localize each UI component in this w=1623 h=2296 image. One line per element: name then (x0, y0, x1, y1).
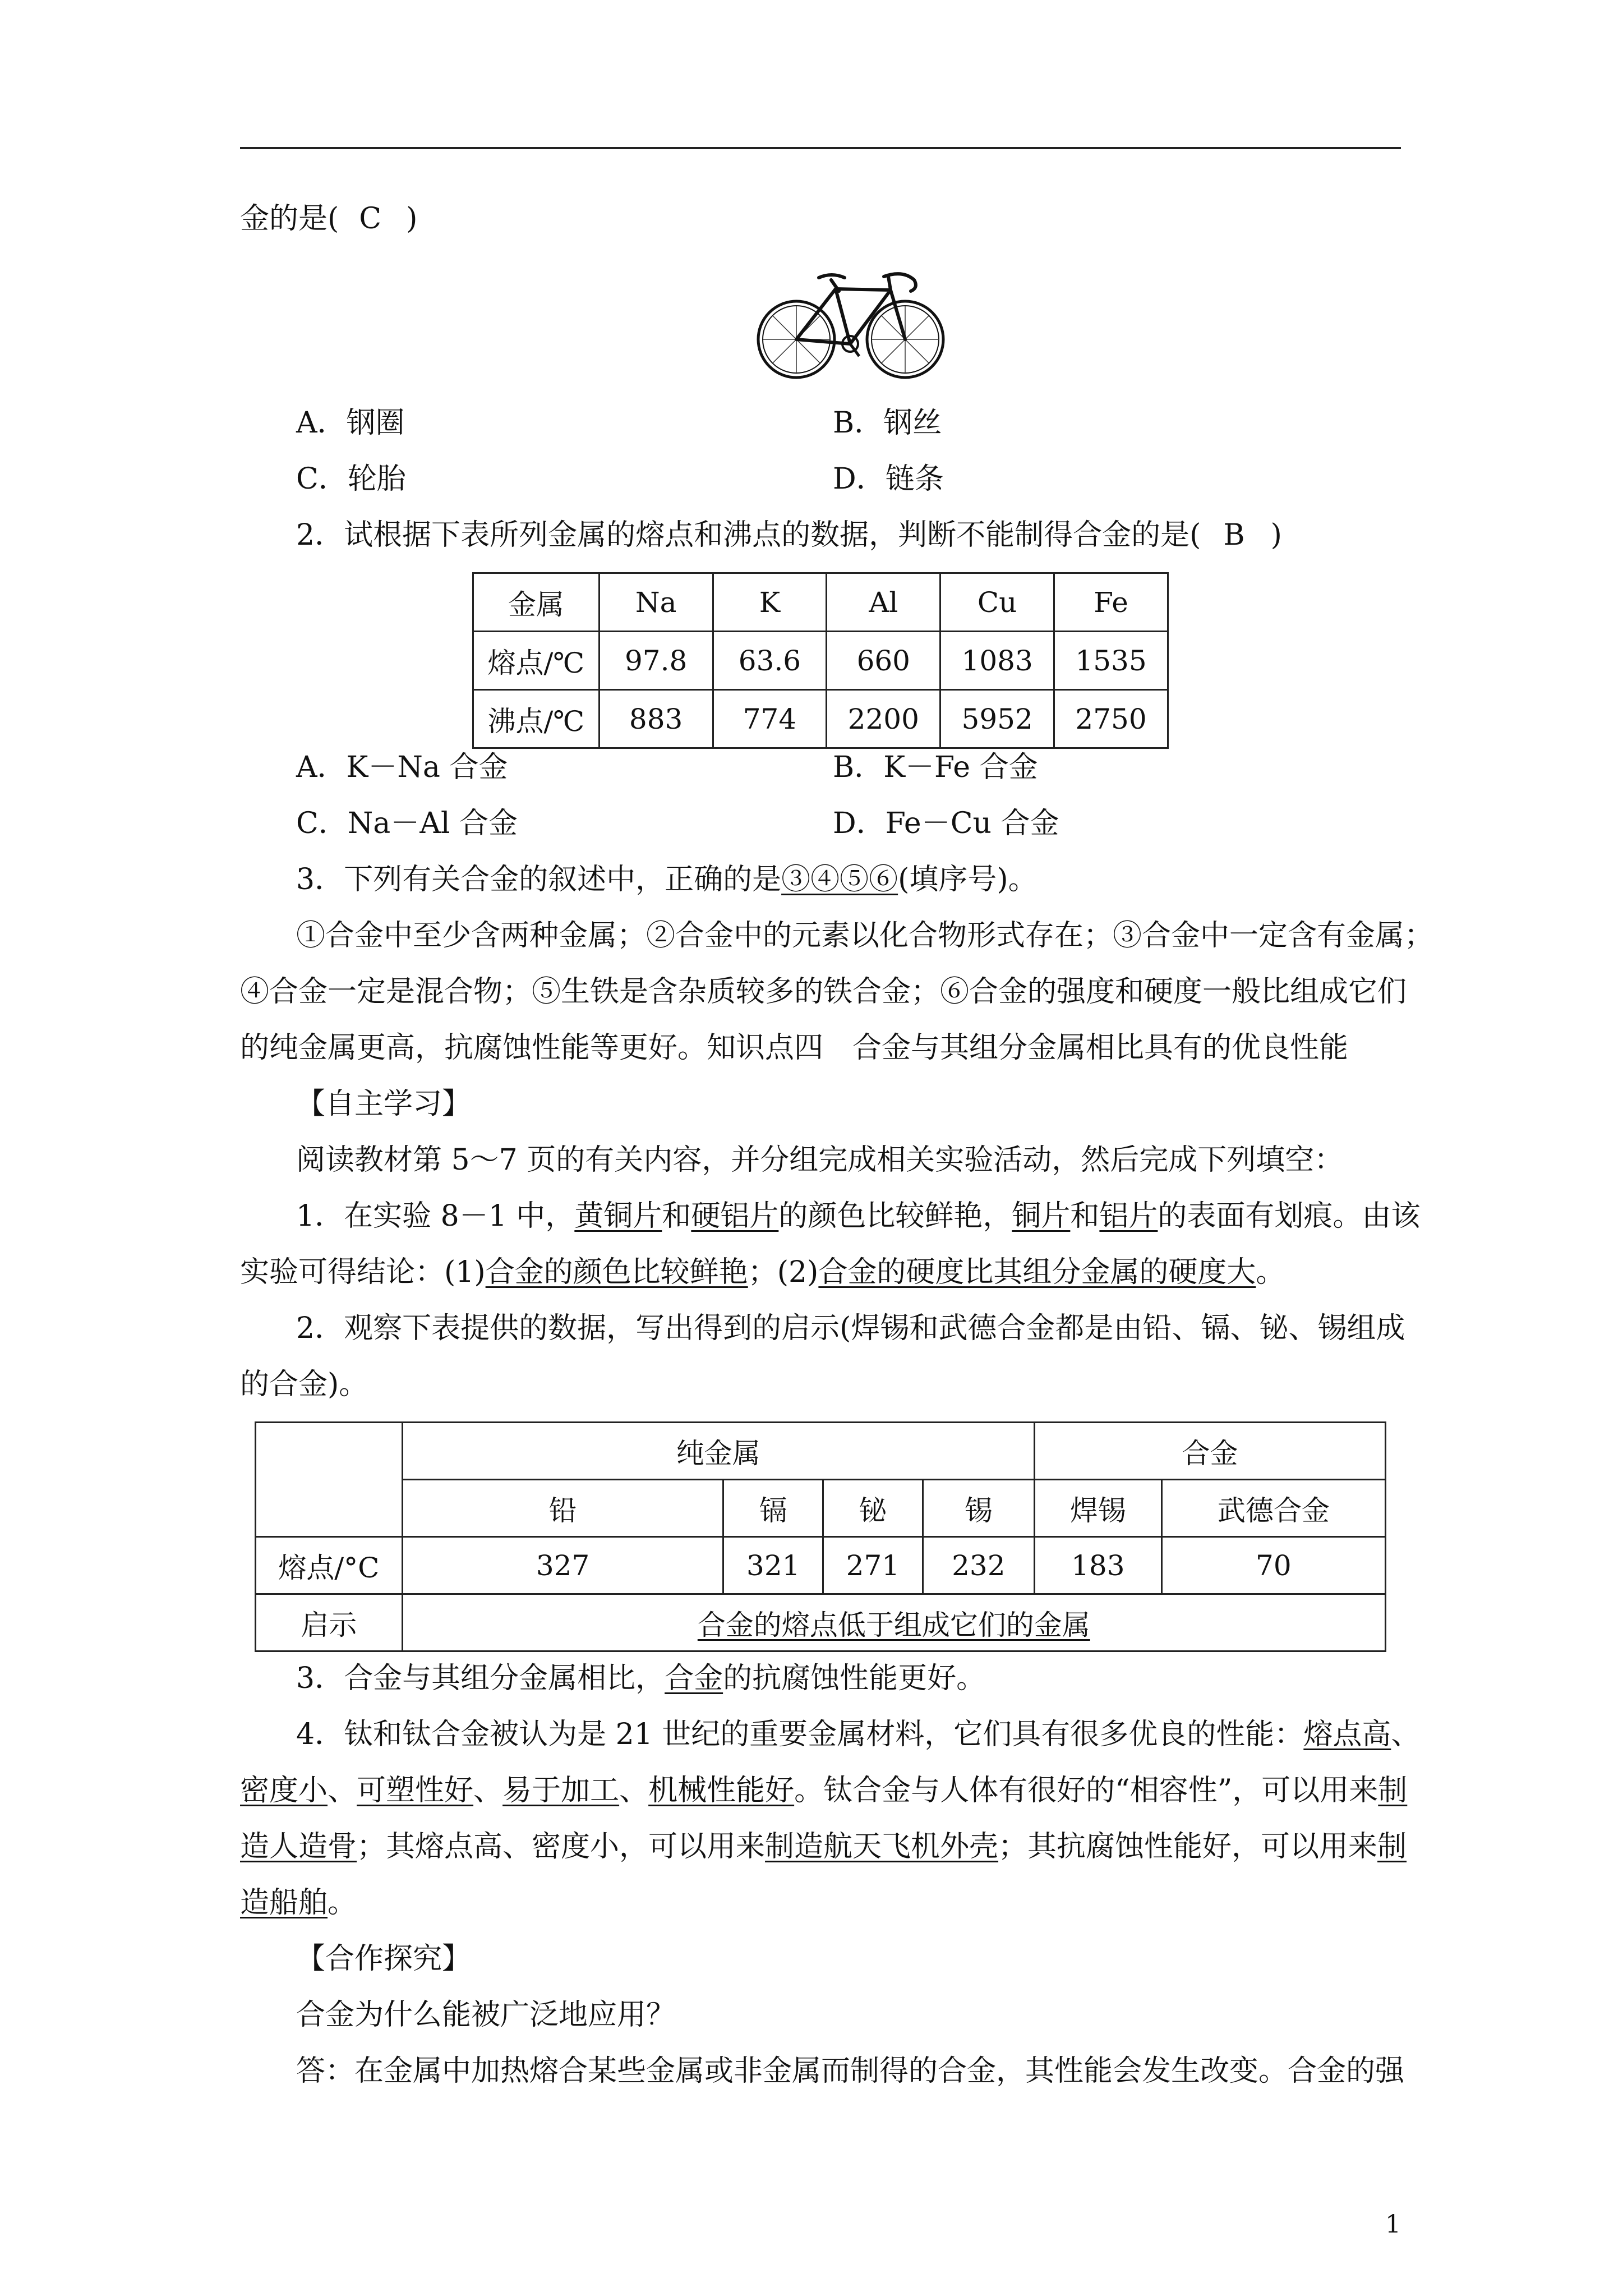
fill-answer: 合金 (665, 1662, 723, 1695)
q3-stem: 3．下列有关合金的叙述中，正确的是③④⑤⑥(填序号)。 (296, 863, 1038, 896)
self-study-item-1-cont: 实验可得结论：(1)合金的颜色比较鲜艳；(2)合金的硬度比其组分金属的硬度大。 (240, 1255, 1285, 1289)
alloy-table (255, 1421, 1386, 1652)
fill-answer: 合金的颜色比较鲜艳 (485, 1255, 748, 1289)
q2-table-cell: 5952 (940, 690, 1054, 748)
cooperative-heading: 【合作探究】 (296, 1942, 472, 1976)
alloy-table-insight: 合金的熔点低于组成它们的金属 (697, 1608, 1090, 1641)
q2-table-row (473, 690, 1168, 748)
alloy-table-cell: 70 (1161, 1537, 1385, 1594)
self-study-item-4-cont: 造人造骨；其熔点高、密度小，可以用来制造航天飞机外壳；其抗腐蚀性能好，可以用来制 (240, 1830, 1407, 1864)
fill-answer: 硬铝片 (691, 1199, 779, 1233)
q2-table-cell: 97.8 (599, 632, 713, 690)
cooperative-answer: 答：在金属中加热熔合某些金属或非金属而制得的合金，其性能会发生改变。合金的强 (296, 2054, 1405, 2088)
fill-answer: 制造航天飞机外壳 (765, 1830, 999, 1864)
q2-table-cell: 2200 (827, 690, 940, 748)
q2-answer: B (1223, 518, 1245, 552)
alloy-table-corner (256, 1423, 403, 1537)
alloy-table-row (256, 1537, 1386, 1594)
fill-answer: 易于加工 (502, 1774, 620, 1807)
self-study-item-3: 3．合金与其组分金属相比，合金的抗腐蚀性能更好。 (296, 1662, 986, 1695)
q2-table-cell: 沸点/℃ (473, 690, 600, 748)
alloy-table-col-header: 镉 (723, 1480, 823, 1537)
alloy-table-cell: 183 (1034, 1537, 1161, 1594)
self-study-item-4-cont: 密度小、可塑性好、易于加工、机械性能好。钛合金与人体有很好的“相容性”，可以用来制 (240, 1774, 1408, 1807)
fill-answer: 制 (1377, 1830, 1407, 1864)
fill-answer: 可塑性好 (357, 1774, 474, 1807)
q3-statement-line: ①合金中至少含两种金属；②合金中的元素以化合物形式存在；③合金中一定含有金属； (296, 919, 1434, 953)
self-study-intro: 阅读教材第 5～7 页的有关内容，并分组完成相关实验活动，然后完成下列填空： (296, 1143, 1344, 1177)
q2-table-cell: 金属 (473, 573, 600, 632)
header-rule (240, 147, 1401, 149)
q1-stem: 金的是( C ) (240, 202, 418, 236)
bicycle-illustration (756, 255, 947, 385)
q2-table-cell: Na (599, 573, 713, 632)
fill-answer: 密度小 (240, 1774, 328, 1807)
self-study-item-4: 4．钛和钛合金被认为是 21 世纪的重要金属材料，它们具有很多优良的性能：熔点高、 (296, 1718, 1421, 1751)
fill-answer: 制 (1378, 1774, 1408, 1807)
q2-table-cell: 63.6 (713, 632, 827, 690)
q3-statement-line: 的纯金属更高，抗腐蚀性能等更好。知识点四 合金与其组分金属相比具有的优良性能 (240, 1031, 1349, 1065)
q2-option-b: B．K－Fe 合金 (833, 751, 1038, 784)
fill-answer: 机械性能好 (648, 1774, 795, 1807)
alloy-table-cell: 232 (923, 1537, 1034, 1594)
q2-table-cell: 883 (599, 690, 713, 748)
page-number: 1 (1385, 2210, 1401, 2239)
q2-table (472, 572, 1169, 749)
q2-table-cell: 1535 (1054, 632, 1168, 690)
q2-table-cell: 660 (827, 632, 940, 690)
q2-table-cell: Cu (940, 573, 1054, 632)
fill-answer: 熔点高 (1303, 1718, 1391, 1751)
q1-option-a: A．钢圈 (296, 406, 405, 440)
fill-answer: 造船舶 (240, 1886, 328, 1920)
alloy-table-row-label: 启示 (256, 1594, 403, 1651)
alloy-table-col-header: 锡 (923, 1480, 1034, 1537)
alloy-table-col-header: 铅 (402, 1480, 723, 1537)
q2-table-cell: 1083 (940, 632, 1054, 690)
alloy-table-group-pure: 纯金属 (402, 1423, 1034, 1480)
q2-option-c: C．Na－Al 合金 (296, 807, 518, 840)
alloy-table-col-header: 武德合金 (1161, 1480, 1385, 1537)
q2-stem: 2．试根据下表所列金属的熔点和沸点的数据，判断不能制得合金的是( B ) (296, 518, 1282, 552)
fill-answer: 黄铜片 (574, 1199, 662, 1233)
q2-table-cell: 774 (713, 690, 827, 748)
alloy-table-group-alloy: 合金 (1034, 1423, 1385, 1480)
fill-answer: 铜片 (1012, 1199, 1071, 1233)
q2-table-cell: 熔点/℃ (473, 632, 600, 690)
q2-option-d: D．Fe－Cu 合金 (833, 807, 1059, 840)
alloy-table-row-label: 熔点/°C (256, 1537, 403, 1594)
alloy-table-row (256, 1594, 1386, 1651)
cooperative-question: 合金为什么能被广泛地应用？ (296, 1998, 676, 2032)
q1-option-d: D．链条 (833, 462, 944, 496)
alloy-table-cell: 321 (723, 1537, 823, 1594)
self-study-heading: 【自主学习】 (296, 1087, 472, 1121)
alloy-table-cell: 271 (823, 1537, 923, 1594)
q3-statement-line: ④合金一定是混合物；⑤生铁是含杂质较多的铁合金；⑥合金的强度和硬度一般比组成它们 (240, 975, 1407, 1009)
self-study-item-2-cont: 的合金)。 (240, 1368, 368, 1401)
q2-option-a: A．K－Na 合金 (296, 751, 508, 784)
q2-table-cell: 2750 (1054, 690, 1168, 748)
q2-table-cell: Al (827, 573, 940, 632)
q1-option-c: C．轮胎 (296, 462, 406, 496)
q2-table-cell: Fe (1054, 573, 1168, 632)
q1-answer: C (359, 202, 382, 236)
q3-answer: ③④⑤⑥ (781, 863, 898, 896)
fill-answer: 造人造骨 (240, 1830, 357, 1864)
alloy-table-cell: 327 (402, 1537, 723, 1594)
fill-answer: 铝片 (1099, 1199, 1158, 1233)
alloy-table-col-header: 铋 (823, 1480, 923, 1537)
self-study-item-2: 2．观察下表提供的数据，写出得到的启示(焊锡和武德合金都是由铅、镉、铋、锡组成 (296, 1312, 1405, 1345)
self-study-item-4-cont: 造船舶。 (240, 1886, 357, 1920)
q1-option-b: B．钢丝 (833, 406, 942, 440)
self-study-item-1: 1．在实验 8－1 中，黄铜片和硬铝片的颜色比较鲜艳，铜片和铝片的表面有划痕。由该 (296, 1199, 1421, 1233)
alloy-table-col-header: 焊锡 (1034, 1480, 1161, 1537)
q2-table-row (473, 632, 1168, 690)
q2-table-header-row (473, 573, 1168, 632)
fill-answer: 合金的硬度比其组分金属的硬度大 (818, 1255, 1256, 1289)
q2-table-cell: K (713, 573, 827, 632)
